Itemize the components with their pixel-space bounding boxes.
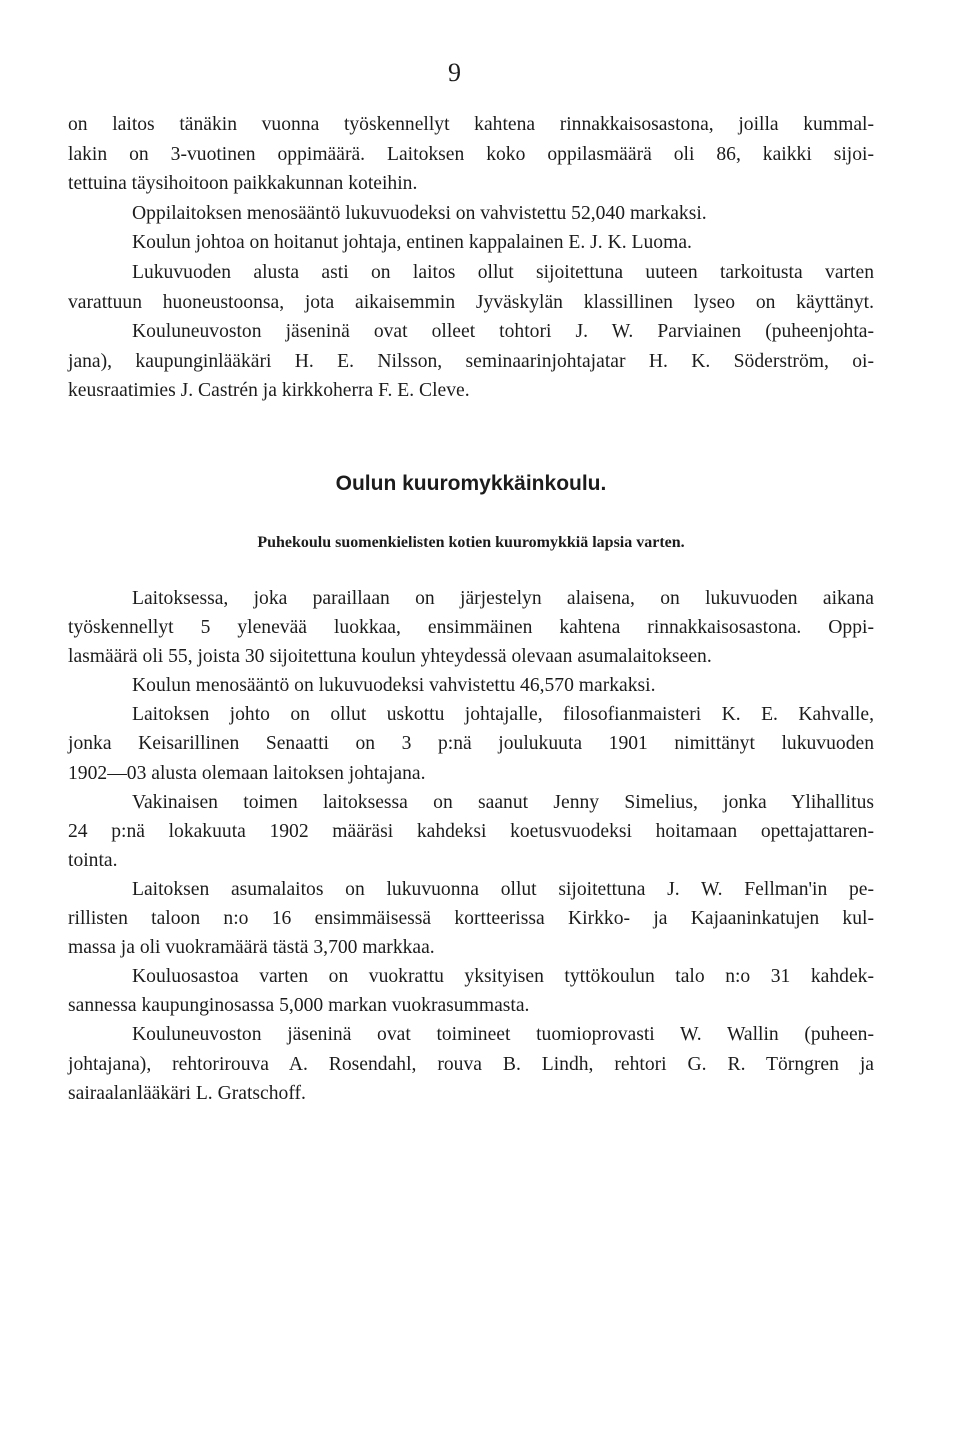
text-line: Koulun johtoa on hoitanut johtaja, entinen kappalainen E. J. K. Luoma. <box>132 232 692 254</box>
page-number: 9 <box>448 58 461 87</box>
text-line: tettuina täysihoitoon paikkakunnan koteihin. <box>68 173 418 195</box>
text-line: jonka Keisarillinen Senaatti on 3 p:nä joulukuuta 1901 nimittänyt lukuvuoden <box>68 733 874 755</box>
text-line: sannessa kaupunginosassa 5,000 markan vuokrasummasta. <box>68 995 530 1017</box>
text-line: Vakinaisen toimen laitoksessa on saanut Jenny Simelius, jonka Ylihallitus <box>132 791 874 813</box>
text-line: jana), kaupunginlääkäri H. E. Nilsson, seminaarinjohtajatar H. K. Söderström, oi- <box>68 350 874 372</box>
text-line: 24 p:nä lokakuuta 1902 määräsi kahdeksi koetusvuodeksi hoitamaan opettajattaren- <box>68 820 874 842</box>
text-line: Kouluosastoa varten on vuokrattu yksityisen tyttökoulun talo n:o 31 kahdek- <box>132 966 874 988</box>
text-line: lasmäärä oli 55, joista 30 sijoitettuna koulun yhteydessä olevaan asumalaitokseen. <box>68 646 712 668</box>
text-line: sairaalanlääkäri L. Gratschoff. <box>68 1082 306 1104</box>
text-line: Kouluneuvoston jäseninä ovat toimineet tuomioprovasti W. Wallin (puheen- <box>132 1024 874 1046</box>
text-line: Laitoksen johto on ollut uskottu johtajalle, filosofianmaisteri K. E. Kahvalle, <box>132 704 874 726</box>
text-line: massa ja oli vuokramäärä tästä 3,700 markkaa. <box>68 937 435 959</box>
section-2-text <box>68 584 874 1108</box>
text-line: Laitoksessa, joka paraillaan on järjestelyn alaisena, on lukuvuoden aikana <box>132 588 874 609</box>
text-line: rillisten taloon n:o 16 ensimmäisessä kortteerissa Kirkko- ja Kajaaninkatujen kul- <box>68 908 874 930</box>
text-line: työskennellyt 5 ylenevää luokkaa, ensimmäinen kahtena rinnakkaisosastona. Oppi- <box>68 617 874 639</box>
text-line: Laitoksen asumalaitos on lukuvuonna ollut sijoitettuna J. W. Fellman'in pe- <box>132 878 874 900</box>
text-line: varattuun huoneustoonsa, jota aikaisemmin Jyväskylän klassillinen lyseo on käyttänyt. <box>68 291 874 313</box>
text-line: Koulun menosääntö on lukuvuodeksi vahvistettu 46,570 markaksi. <box>132 675 656 697</box>
text-line: keusraatimies J. Castrén ja kirkkoherra F. E. Cleve. <box>68 380 470 402</box>
section-1-text <box>68 110 874 406</box>
text-line: tointa. <box>68 849 118 871</box>
text-line: Oppilaitoksen menosääntö lukuvuodeksi on vahvistettu 52,040 markaksi. <box>132 202 707 224</box>
section-subheading: Puhekoulu suomenkielisten kotien kuuromykkiä lapsia varten. <box>257 534 685 551</box>
text-line: on laitos tänäkin vuonna työskennellyt kahtena rinnakkaisosastona, joilla kummal- <box>68 114 874 135</box>
section-heading: Oulun kuuromykkäinkoulu. <box>335 472 607 495</box>
text-line: lakin on 3-vuotinen oppimäärä. Laitoksen koko oppilasmäärä oli 86, kaikki sijoi- <box>68 143 874 165</box>
text-line: 1902—03 alusta olemaan laitoksen johtajana. <box>68 762 426 784</box>
text-line: Kouluneuvoston jäseninä ovat olleet tohtori J. W. Parviainen (puheenjohta- <box>132 321 874 343</box>
text-line: Lukuvuoden alusta asti on laitos ollut sijoitettuna uuteen tarkoitusta varten <box>132 261 874 283</box>
text-line: johtajana), rehtorirouva A. Rosendahl, rouva B. Lindh, rehtori G. R. Törngren ja <box>68 1053 874 1075</box>
